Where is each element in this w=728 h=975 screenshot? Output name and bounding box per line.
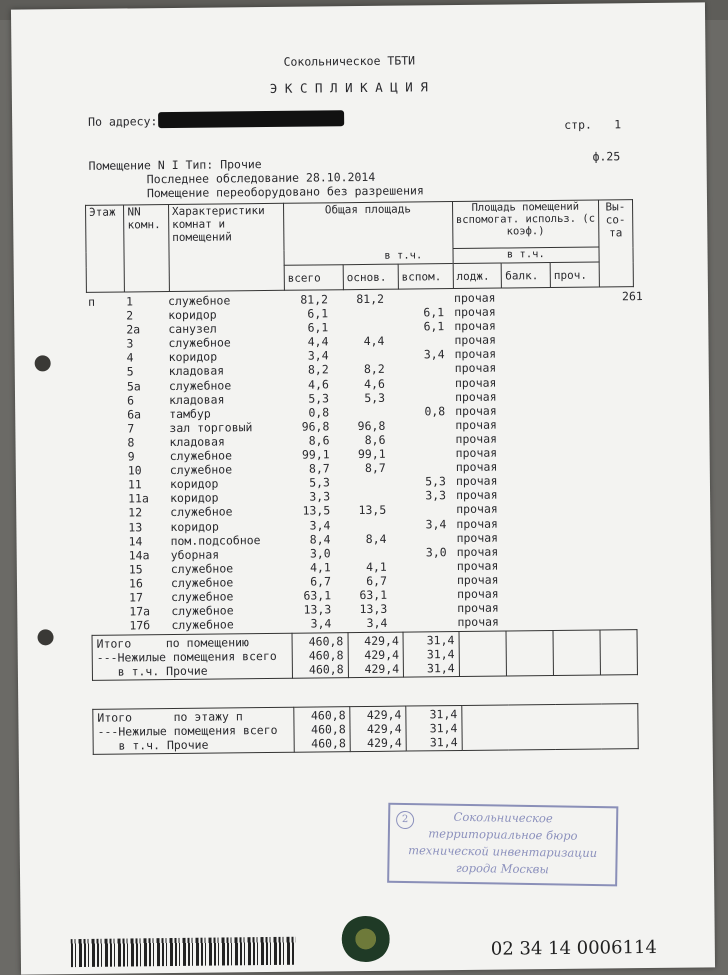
- row-type: прочая: [456, 474, 498, 488]
- row-total: 99,1: [282, 447, 330, 462]
- totals-total: 460,8: [297, 634, 344, 648]
- row-main: 4,1: [343, 560, 387, 574]
- form-number: ф.25: [592, 149, 620, 163]
- col-other: проч.: [550, 262, 599, 287]
- totals-aux: 31,4: [411, 735, 458, 749]
- row-type: прочая: [454, 291, 496, 305]
- row-type: прочая: [455, 375, 497, 389]
- row-type: прочая: [455, 417, 497, 431]
- row-name: служебное: [171, 618, 233, 633]
- totals-room-labels: [92, 633, 293, 680]
- totals-total: 460,8: [297, 648, 344, 662]
- explication-document: [11, 2, 715, 974]
- row-name: санузел: [168, 322, 217, 337]
- totals-label: в т.ч. Прочие: [98, 737, 290, 753]
- totals-floor-total: [294, 707, 350, 753]
- totals-room-other: [553, 630, 601, 675]
- col-main: основ.: [343, 264, 398, 289]
- row-name: коридор: [170, 519, 219, 534]
- row-number: 6а: [127, 407, 141, 421]
- row-aux: 3,4: [407, 348, 445, 362]
- totals-room-total: [292, 633, 348, 679]
- row-total: 13,3: [283, 602, 331, 617]
- stamp-line: технической инвентаризации: [389, 842, 615, 863]
- row-total: 4,4: [280, 335, 328, 350]
- col-incl2: в т.ч.: [453, 247, 599, 263]
- col-loggia: лодж.: [453, 263, 502, 288]
- row-aux: 3,0: [409, 545, 447, 559]
- row-name: служебное: [170, 448, 232, 463]
- row-type: прочая: [454, 319, 496, 333]
- totals-aux: 31,4: [411, 721, 458, 735]
- stamp-number: 2: [396, 811, 414, 829]
- row-name: коридор: [169, 350, 218, 365]
- row-type: прочая: [456, 516, 498, 530]
- doc-title: Э К С П Л И К А Ц И Я: [270, 79, 428, 96]
- totals-aux: 31,4: [408, 647, 455, 661]
- totals-floor-empty: [462, 705, 509, 750]
- row-name: зал торговый: [169, 420, 252, 435]
- totals-total: 460,8: [299, 708, 346, 722]
- row-main: 13,3: [343, 602, 387, 616]
- row-total: 5,3: [282, 476, 330, 491]
- row-total: 3,0: [283, 546, 331, 561]
- row-total: 6,1: [280, 306, 328, 321]
- row-name: служебное: [171, 575, 233, 590]
- totals-room-loggia: [459, 631, 507, 676]
- totals-by-floor: [92, 703, 638, 755]
- totals-total: 460,8: [297, 662, 344, 676]
- row-name: тамбур: [169, 406, 211, 420]
- totals-aux: 31,4: [408, 661, 455, 675]
- room-line: Помещение N I Тип: Прочие: [89, 157, 262, 173]
- row-aux: 3,4: [408, 517, 446, 531]
- row-name: коридор: [170, 477, 219, 492]
- row-type: прочая: [457, 615, 499, 629]
- address-label: По адресу:: [88, 114, 157, 129]
- totals-floor-aux: [406, 705, 462, 751]
- row-number: 3: [126, 337, 133, 351]
- row-type: прочая: [457, 601, 499, 615]
- row-main: 63,1: [343, 588, 387, 602]
- totals-main: 429,4: [352, 634, 399, 648]
- row-floor: п: [88, 295, 95, 309]
- row-type: прочая: [457, 544, 499, 558]
- row-total: 3,4: [282, 518, 330, 533]
- totals-total: 460,8: [299, 736, 346, 750]
- stamp-line: города Москвы: [389, 859, 615, 880]
- row-type: прочая: [455, 361, 497, 375]
- row-name: служебное: [171, 603, 233, 618]
- row-number: 12: [128, 506, 142, 520]
- col-balcony: балк.: [502, 263, 551, 288]
- row-main: 81,2: [340, 292, 384, 306]
- room-rows: [88, 295, 92, 633]
- totals-floor-labels: [93, 707, 295, 754]
- row-main: 4,4: [340, 334, 384, 348]
- row-name: служебное: [169, 378, 231, 393]
- row-main: 13,5: [342, 503, 386, 517]
- row-number: 17: [129, 590, 143, 604]
- row-number: 2: [126, 308, 133, 322]
- row-number: 5а: [127, 379, 141, 393]
- row-number: 14а: [129, 548, 150, 562]
- totals-main: 429,4: [355, 736, 402, 750]
- survey-date: Последнее обследование 28.10.2014: [147, 170, 376, 186]
- totals-main: 429,4: [355, 708, 402, 722]
- row-main: 8,6: [341, 433, 385, 447]
- row-type: прочая: [454, 305, 496, 319]
- totals-room-main: [348, 632, 404, 678]
- row-type: прочая: [456, 530, 498, 544]
- row-name: служебное: [171, 561, 233, 576]
- row-number: 4: [127, 351, 134, 365]
- row-number: 1: [126, 294, 133, 308]
- row-number: 13: [128, 520, 142, 534]
- row-type: прочая: [456, 502, 498, 516]
- col-height: Вы- со- та: [598, 200, 633, 287]
- row-name: уборная: [171, 547, 220, 562]
- column-header-table: [85, 199, 634, 293]
- row-number: 17б: [129, 618, 150, 632]
- row-name: коридор: [170, 491, 219, 506]
- punch-hole: [35, 355, 51, 371]
- row-total: 96,8: [281, 419, 329, 434]
- row-total: 63,1: [283, 588, 331, 603]
- row-main: 5,3: [341, 390, 385, 404]
- col-nn: NN комн.: [124, 205, 169, 292]
- row-main: 8,7: [342, 461, 386, 475]
- row-number: 11а: [128, 492, 149, 506]
- totals-floor-empty: [555, 704, 602, 749]
- row-number: 6: [127, 393, 134, 407]
- row-type: прочая: [455, 403, 497, 417]
- totals-floor-main: [350, 706, 406, 752]
- totals-main: 429,4: [352, 648, 399, 662]
- row-aux: 5,3: [408, 474, 446, 488]
- stamp-line: территориальное бюро: [390, 825, 616, 846]
- row-type: прочая: [456, 488, 498, 502]
- totals-floor-empty: [601, 704, 638, 749]
- org-name: Сокольническое ТБТИ: [283, 53, 415, 68]
- remodel-note: Помещение переоборудовано без разрешения: [147, 183, 424, 200]
- totals-label: ---Нежилые помещения всего: [97, 723, 289, 739]
- row-total: 0,8: [281, 405, 329, 420]
- row-main: 96,8: [341, 419, 385, 433]
- col-total-area: Общая площадь: [283, 202, 452, 251]
- col-all: всего: [284, 265, 343, 290]
- row-main: 8,4: [342, 531, 386, 545]
- row-total: 3,4: [281, 349, 329, 364]
- row-type: прочая: [457, 572, 499, 586]
- row-total: 5,3: [281, 391, 329, 406]
- row-number: 10: [128, 463, 142, 477]
- row-number: 17а: [129, 604, 150, 618]
- row-total: 8,2: [281, 363, 329, 378]
- totals-aux: 31,4: [408, 633, 455, 647]
- row-aux: 3,3: [408, 488, 446, 502]
- page-label: стр.: [564, 118, 592, 132]
- totals-main: 429,4: [353, 662, 400, 676]
- row-type: прочая: [456, 460, 498, 474]
- row-type: прочая: [455, 347, 497, 361]
- row-name: пом.подсобное: [170, 533, 260, 548]
- row-number: 7: [127, 421, 134, 435]
- row-main: 8,2: [341, 362, 385, 376]
- row-total: 4,6: [281, 377, 329, 392]
- row-name: кладовая: [169, 364, 225, 379]
- row-name: служебное: [168, 336, 230, 351]
- row-type: прочая: [457, 558, 499, 572]
- row-number: 14: [128, 534, 142, 548]
- totals-label: Итого по этажу п: [97, 709, 289, 725]
- row-total: 3,4: [283, 616, 331, 631]
- row-number: 5: [127, 365, 134, 379]
- row-type: прочая: [456, 446, 498, 460]
- row-type: прочая: [455, 389, 497, 403]
- row-total: 13,5: [282, 504, 330, 519]
- totals-label: ---Нежилые помещения всего: [97, 649, 288, 665]
- totals-total: 460,8: [299, 722, 346, 736]
- stamp-line: Сокольническое: [390, 808, 616, 829]
- punch-hole: [37, 629, 53, 645]
- totals-room-balcony: [506, 631, 554, 676]
- document-number: 02 34 14 0006114: [491, 937, 657, 960]
- totals-label: в т.ч. Прочие: [97, 663, 288, 679]
- row-total: 6,1: [280, 321, 328, 336]
- row-type: прочая: [454, 333, 496, 347]
- row-total: 8,7: [282, 461, 330, 476]
- row-main: 99,1: [342, 447, 386, 461]
- row-aux: 6,1: [406, 305, 444, 319]
- row-main: 6,7: [343, 574, 387, 588]
- row-number: 8: [127, 435, 134, 449]
- row-total: 8,4: [282, 532, 330, 547]
- row-aux: 0,8: [407, 404, 445, 418]
- row-name: служебное: [171, 589, 233, 604]
- bti-stamp: [387, 803, 618, 887]
- row-name: кладовая: [169, 434, 225, 449]
- row-name: служебное: [170, 462, 232, 477]
- row-height: 261: [622, 289, 643, 303]
- redacted-address: [158, 110, 344, 128]
- totals-label: Итого по помещению: [97, 635, 288, 651]
- row-number: 16: [129, 576, 143, 590]
- totals-room-height: [600, 630, 637, 675]
- row-name: кладовая: [169, 392, 225, 407]
- row-type: прочая: [455, 432, 497, 446]
- row-number: 9: [128, 449, 135, 463]
- row-number: 11: [128, 478, 142, 492]
- col-aux: вспом.: [398, 264, 453, 289]
- row-type: прочая: [457, 587, 499, 601]
- row-name: служебное: [168, 293, 230, 308]
- row-total: 81,2: [280, 292, 328, 307]
- totals-main: 429,4: [355, 722, 402, 736]
- row-aux: 6,1: [406, 319, 444, 333]
- row-total: 8,6: [281, 433, 329, 448]
- row-total: 4,1: [283, 560, 331, 575]
- row-total: 3,3: [282, 490, 330, 505]
- col-characteristics: Характеристики комнат и помещений: [168, 203, 284, 291]
- totals-floor-empty: [509, 705, 556, 750]
- totals-by-room: [92, 629, 638, 681]
- row-main: 4,6: [341, 376, 385, 390]
- hologram-seal: [340, 916, 390, 963]
- col-incl: в т.ч.: [284, 249, 453, 265]
- row-total: 6,7: [283, 574, 331, 589]
- row-main: 3,4: [343, 616, 387, 630]
- row-name: служебное: [170, 505, 232, 520]
- row-number: 2а: [126, 323, 140, 337]
- row-number: 15: [129, 562, 143, 576]
- col-floor: Этаж: [86, 205, 125, 292]
- barcode: [71, 937, 296, 967]
- col-aux-area: Площадь помещений вспомогат. использ. (с коэф.): [452, 200, 599, 249]
- page-number: 1: [614, 117, 621, 131]
- totals-aux: 31,4: [410, 707, 457, 721]
- row-name: коридор: [168, 308, 217, 323]
- totals-room-aux: [403, 632, 459, 678]
